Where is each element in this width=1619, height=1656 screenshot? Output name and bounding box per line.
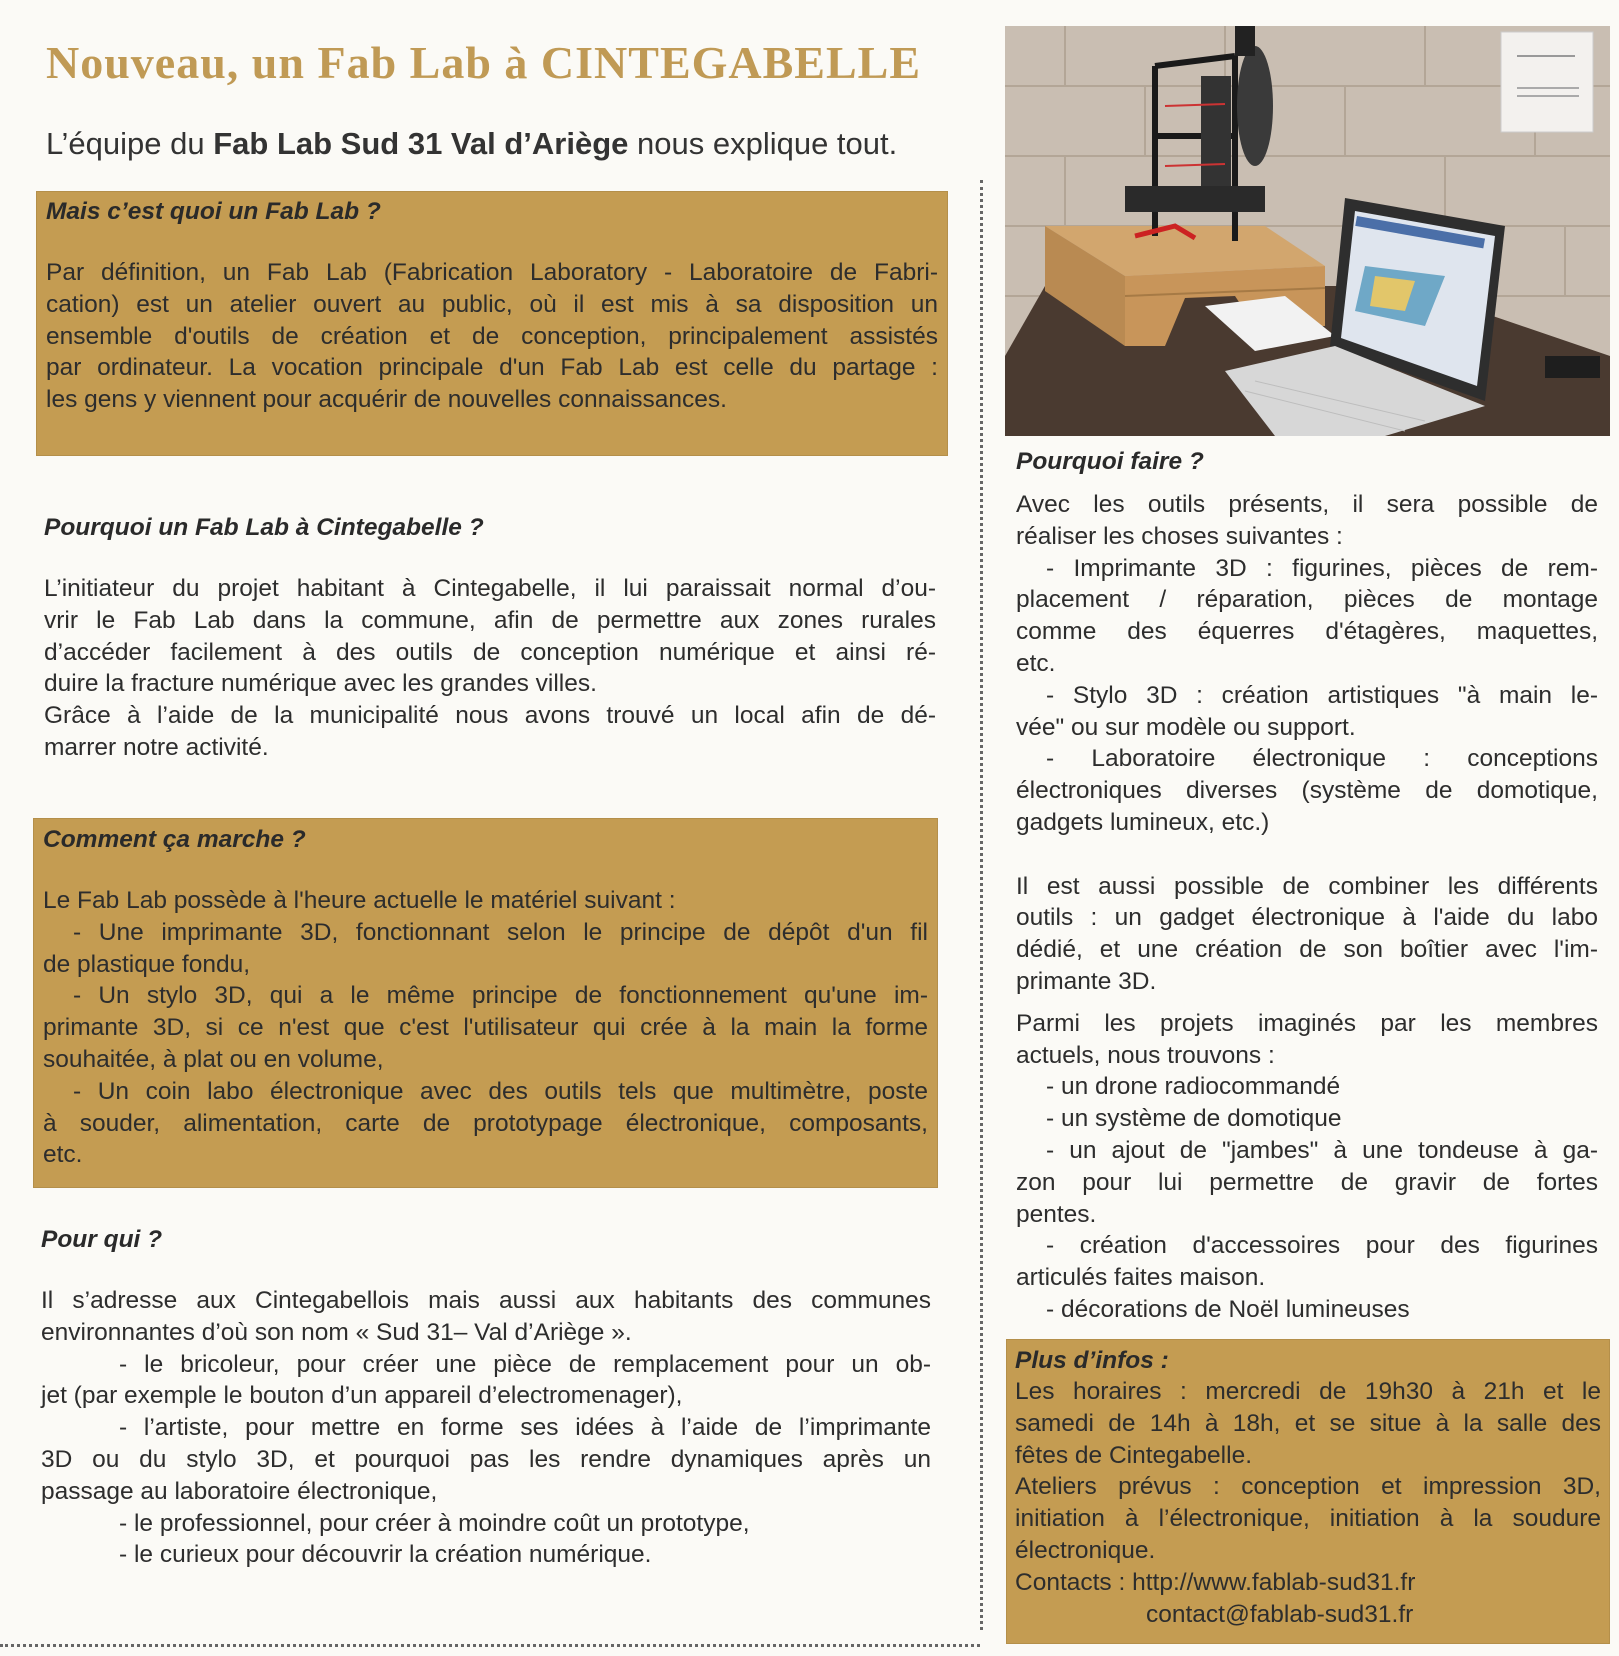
body-line: initiation à l’électronique, initiation à la soudure <box>1015 1505 1601 1533</box>
body-line: - un drone radiocommandé <box>1046 1073 1341 1101</box>
body-line: articulés faites maison. <box>1016 1264 1266 1292</box>
body-line: marrer notre activité. <box>44 733 269 761</box>
section-heading: Plus d’infos : <box>1015 1347 1169 1374</box>
section-info <box>1015 1347 1601 1630</box>
body-line: dédié, et une création de son boîtier avec l'im- <box>1016 936 1598 964</box>
section-heading: Mais c’est quoi un Fab Lab ? <box>46 198 381 225</box>
body-line: duire la fracture numérique avec les grandes villes. <box>44 670 597 698</box>
body-line: réaliser les choses suivantes : <box>1016 522 1343 550</box>
body-line: - un système de domotique <box>1046 1105 1342 1133</box>
section-heading: Comment ça marche ? <box>43 826 306 853</box>
section-why <box>44 514 936 764</box>
body-line: L’initiateur du projet habitant à Cintegabelle, il lui paraissait normal d’ou- <box>44 575 936 602</box>
body-line: - Un coin labo électronique avec des outils tels que multimètre, poste <box>73 1077 928 1105</box>
bottom-divider <box>0 1644 980 1647</box>
body-line: cation) est un atelier ouvert au public, où il est mis à sa disposition un <box>46 290 938 318</box>
body-line: primante 3D. <box>1016 967 1157 995</box>
body-line: électroniques diverses (système de domotique, <box>1016 777 1598 805</box>
section-heading: Pourquoi un Fab Lab à Cintegabelle ? <box>44 514 484 541</box>
section-body <box>1015 1376 1601 1630</box>
body-line: par ordinateur. La vocation principale d'un Fab Lab est celle du partage : <box>46 354 938 382</box>
body-line: - le professionnel, pour créer à moindre coût un prototype, <box>119 1509 750 1537</box>
body-line: fêtes de Cintegabelle. <box>1015 1441 1252 1469</box>
body-line: électronique. <box>1015 1536 1156 1564</box>
section-do <box>1016 448 1598 1326</box>
body-line: - Laboratoire électronique : conceptions <box>1046 745 1598 773</box>
section-body <box>41 1285 931 1571</box>
body-line <box>1016 839 1598 871</box>
body-line: souhaitée, à plat ou en volume, <box>43 1045 384 1073</box>
body-line: samedi de 14h à 18h, et se situe à la salle des <box>1015 1409 1601 1437</box>
page-subtitle <box>46 126 897 162</box>
subtitle-post: nous explique tout. <box>628 126 898 161</box>
contact-website[interactable]: Contacts : http://www.fablab-sud31.fr <box>1015 1568 1416 1596</box>
body-line: passage au laboratoire électronique, <box>41 1477 438 1505</box>
section-how <box>43 826 928 1171</box>
body-line: Il s’adresse aux Cintegabellois mais aussi aux habitants des communes <box>41 1287 931 1314</box>
body-line: les gens y viennent pour acquérir de nouvelles connaissances. <box>46 386 727 414</box>
body-line: comme des équerres d'étagères, maquettes, <box>1016 618 1598 646</box>
body-line: vrir le Fab Lab dans la commune, afin de permettre aux zones rurales <box>44 606 936 634</box>
body-line: - décorations de Noël lumineuses <box>1046 1295 1410 1323</box>
body-line: Les horaires : mercredi de 19h30 à 21h et le <box>1015 1378 1601 1405</box>
section-what <box>46 198 938 416</box>
body-line: - le curieux pour découvrir la création numérique. <box>119 1541 652 1569</box>
body-line: zon pour lui permettre de gravir de fortes <box>1016 1168 1598 1196</box>
contact-email[interactable]: contact@fablab-sud31.fr <box>1146 1600 1414 1628</box>
column-divider <box>980 180 983 1630</box>
section-body <box>43 885 928 1171</box>
body-line: environnantes d’où son nom « Sud 31– Val d’Ariège ». <box>41 1318 632 1346</box>
body-line: actuels, nous trouvons : <box>1016 1041 1275 1069</box>
body-line: - Une imprimante 3D, fonctionnant selon le principe de dépôt d'un fil <box>73 918 928 946</box>
photo-illustration <box>1005 26 1610 436</box>
body-line: Ateliers prévus : conception et impression 3D, <box>1015 1473 1601 1501</box>
body-line: - création d'accessoires pour des figurines <box>1046 1232 1598 1260</box>
section-body <box>1016 489 1598 1326</box>
body-line: à souder, alimentation, carte de prototypage électronique, composants, <box>43 1109 928 1137</box>
body-line: - l’artiste, pour mettre en forme ses idées à l’aide de l’imprimante <box>119 1414 931 1442</box>
body-line: d’accéder facilement à des outils de conception numérique et ainsi ré- <box>44 638 936 666</box>
body-line: ensemble d'outils de création et de conception, principalement assistés <box>46 322 938 350</box>
body-line: - le bricoleur, pour créer une pièce de remplacement pour un ob- <box>119 1350 931 1378</box>
body-line: jet (par exemple le bouton d’un appareil d’electromenager), <box>41 1382 683 1410</box>
body-line: etc. <box>1016 649 1056 677</box>
subtitle-org-name: Fab Lab Sud 31 Val d’Ariège <box>213 126 629 161</box>
body-line: placement / réparation, pièces de montage <box>1016 586 1598 614</box>
body-line: Par définition, un Fab Lab (Fabrication Laboratory - Laboratoire de Fabri- <box>46 259 938 286</box>
subtitle-pre: L’équipe du <box>46 126 214 161</box>
body-line: Grâce à l’aide de la municipalité nous avons trouvé un local afin de dé- <box>44 702 936 730</box>
body-line: Parmi les projets imaginés par les membres <box>1016 1009 1598 1037</box>
body-line: primante 3D, si ce n'est que c'est l'utilisateur qui crée à la main la forme <box>43 1014 928 1042</box>
body-line: vée" ou sur modèle ou support. <box>1016 713 1356 741</box>
page-title: Nouveau, un Fab Lab à CINTEGABELLE <box>46 37 922 88</box>
fablab-photo <box>1005 26 1610 436</box>
section-body <box>46 257 938 416</box>
body-line: gadgets lumineux, etc.) <box>1016 808 1270 836</box>
body-line: etc. <box>43 1141 83 1169</box>
body-line: Il est aussi possible de combiner les différents <box>1016 872 1598 900</box>
body-line: - Imprimante 3D : figurines, pièces de rem- <box>1046 554 1598 582</box>
body-line: Le Fab Lab possède à l'heure actuelle le matériel suivant : <box>43 887 676 914</box>
body-line: pentes. <box>1016 1200 1097 1228</box>
body-line: - Stylo 3D : création artistiques "à main le- <box>1046 681 1598 709</box>
body-line: de plastique fondu, <box>43 950 251 978</box>
body-line: Avec les outils présents, il sera possible de <box>1016 491 1598 518</box>
body-line: - Un stylo 3D, qui a le même principe de fonctionnement qu'une im- <box>73 982 928 1010</box>
body-line: outils : un gadget électronique à l'aide du labo <box>1016 904 1598 932</box>
section-who <box>41 1226 931 1571</box>
section-body <box>44 573 936 764</box>
body-line: - un ajout de "jambes" à une tondeuse à ga- <box>1046 1136 1598 1164</box>
section-heading: Pourquoi faire ? <box>1016 448 1204 475</box>
section-heading: Pour qui ? <box>41 1226 163 1253</box>
body-line: 3D ou du stylo 3D, et pourquoi pas les rendre dynamiques après un <box>41 1445 931 1473</box>
